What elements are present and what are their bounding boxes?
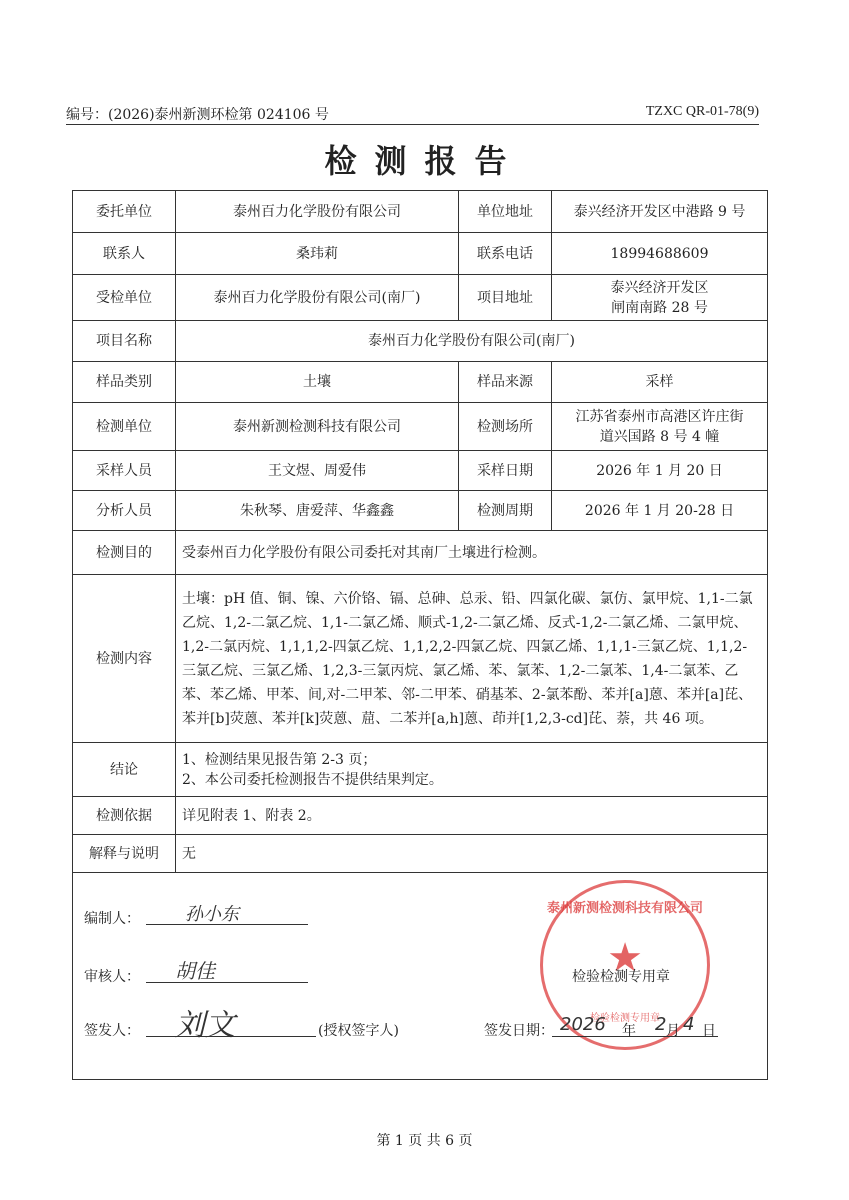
issue-date-label: 签发日期： xyxy=(484,1023,554,1039)
project-addr-value xyxy=(552,275,768,321)
notes-label: 解释与说明 xyxy=(73,835,176,873)
compiler-label: 编制人： xyxy=(84,911,140,927)
year-unit: 年 xyxy=(622,1023,636,1039)
seal-subtext: 检验检测专用章 xyxy=(590,1013,660,1024)
day-unit: 日 xyxy=(702,1023,716,1039)
test-unit-value: 泰州新测检测科技有限公司 xyxy=(176,403,459,451)
reviewer-line xyxy=(146,982,308,983)
inspected-label: 受检单位 xyxy=(73,275,176,321)
contact-label: 联系人 xyxy=(73,233,176,275)
form-code: TZXC QR-01-78(9) xyxy=(645,104,759,119)
issue-day: 4 xyxy=(683,1014,695,1035)
conclusion-value xyxy=(176,743,768,797)
project-addr-line-1: 泰兴经济开发区 xyxy=(610,279,709,296)
authorized-note: (授权签字人) xyxy=(318,1023,399,1039)
sample-source-value: 采样 xyxy=(552,362,768,403)
client-label: 委托单位 xyxy=(73,191,176,233)
report-number: 编号：(2026)泰州新测环检第 024106 号 xyxy=(66,107,329,123)
client-addr-value: 泰兴经济开发区中港路 9 号 xyxy=(552,191,768,233)
month-unit: 月 xyxy=(666,1023,680,1039)
conclusion-label: 结论 xyxy=(73,743,176,797)
sample-type-value: 土壤 xyxy=(176,362,459,403)
phone-label: 联系电话 xyxy=(459,233,552,275)
test-unit-label: 检测单位 xyxy=(73,403,176,451)
reviewer-signature: 胡佳 xyxy=(175,959,215,983)
issuer-signature: 刘文 xyxy=(175,1008,235,1043)
project-name-value: 泰州百力化学股份有限公司(南厂) xyxy=(176,321,768,362)
compiler-signature: 孙小东 xyxy=(185,904,239,925)
client-value: 泰州百力化学股份有限公司 xyxy=(176,191,459,233)
period-label: 检测周期 xyxy=(459,491,552,531)
header-divider xyxy=(66,124,759,125)
purpose-value: 受泰州百力化学股份有限公司委托对其南厂土壤进行检测。 xyxy=(176,531,768,575)
page-number: 第 1 页 共 6 页 xyxy=(376,1133,473,1149)
issue-month: 2 xyxy=(655,1014,667,1035)
report-table xyxy=(72,190,768,873)
test-site-label: 检测场所 xyxy=(459,403,552,451)
contact-value: 桑玮莉 xyxy=(176,233,459,275)
basis-label: 检测依据 xyxy=(73,797,176,835)
test-site-line-2: 道兴国路 8 号 4 幢 xyxy=(599,428,720,445)
content-label: 检测内容 xyxy=(73,575,176,743)
sampling-date-value: 2026 年 1 月 20 日 xyxy=(552,451,768,491)
project-addr-label: 项目地址 xyxy=(459,275,552,321)
test-site-line-1: 江苏省泰州市高港区许庄街 xyxy=(575,408,744,425)
samplers-value: 王文煜、周爱伟 xyxy=(176,451,459,491)
test-site-value xyxy=(552,403,768,451)
basis-value: 详见附表 1、附表 2。 xyxy=(176,797,768,835)
analysts-value: 朱秋琴、唐爱萍、华鑫鑫 xyxy=(176,491,459,531)
issuer-label: 签发人： xyxy=(84,1023,140,1039)
conclusion-line-1: 1、检测结果见报告第 2-3 页； xyxy=(182,751,377,768)
sampling-date-label: 采样日期 xyxy=(459,451,552,491)
project-addr-line-2: 闸南南路 28 号 xyxy=(611,299,708,316)
seal-caption: 检验检测专用章 xyxy=(572,969,670,985)
seal-text: 泰州新测检测科技有限公司 xyxy=(546,901,703,916)
seal-star-icon: ★ xyxy=(607,935,643,981)
project-name-label: 项目名称 xyxy=(73,321,176,362)
conclusion-line-2: 2、本公司委托检测报告不提供结果判定。 xyxy=(182,771,443,788)
purpose-label: 检测目的 xyxy=(73,531,176,575)
analysts-label: 分析人员 xyxy=(73,491,176,531)
sample-source-label: 样品来源 xyxy=(459,362,552,403)
content-value: 土壤：pH 值、铜、镍、六价铬、镉、总砷、总汞、铅、四氯化碳、氯仿、氯甲烷、1,1-二氯乙烷、1,2-二氯乙烷、1,1-二氯乙烯、顺式-1,2-二氯乙烯、反式-1,2-二氯乙烯、二氯甲烷、1,2-二氯丙烷、1,1,1,2-四氯乙烷、1,1,2,2-四氯乙烷、四氯乙烯、1,1,1-三氯乙烷、1,1,2-三氯乙烷、三氯乙烯、1,2,3-三氯丙烷、氯乙烯、苯、氯苯、1,2-二氯苯、1,4-二氯苯、乙苯、苯乙烯、甲苯、间,对-二甲苯、邻-二甲苯、硝基苯、2-氯苯酚、苯并[a]蒽、苯并[a]芘、苯并[b]荧蒽、苯并[k]荧蒽、䓛、二苯并[a,h]蒽、茚并[1,2,3-cd]芘、萘，共 46 项。 xyxy=(176,575,768,743)
page-title: 检测报告 xyxy=(324,142,525,180)
phone-value: 18994688609 xyxy=(552,233,768,275)
client-addr-label: 单位地址 xyxy=(459,191,552,233)
sample-type-label: 样品类别 xyxy=(73,362,176,403)
notes-value: 无 xyxy=(176,835,768,873)
samplers-label: 采样人员 xyxy=(73,451,176,491)
issue-year: 2026 xyxy=(560,1014,606,1035)
reviewer-label: 审核人： xyxy=(84,969,140,985)
inspected-value: 泰州百力化学股份有限公司(南厂) xyxy=(176,275,459,321)
period-value: 2026 年 1 月 20-28 日 xyxy=(552,491,768,531)
